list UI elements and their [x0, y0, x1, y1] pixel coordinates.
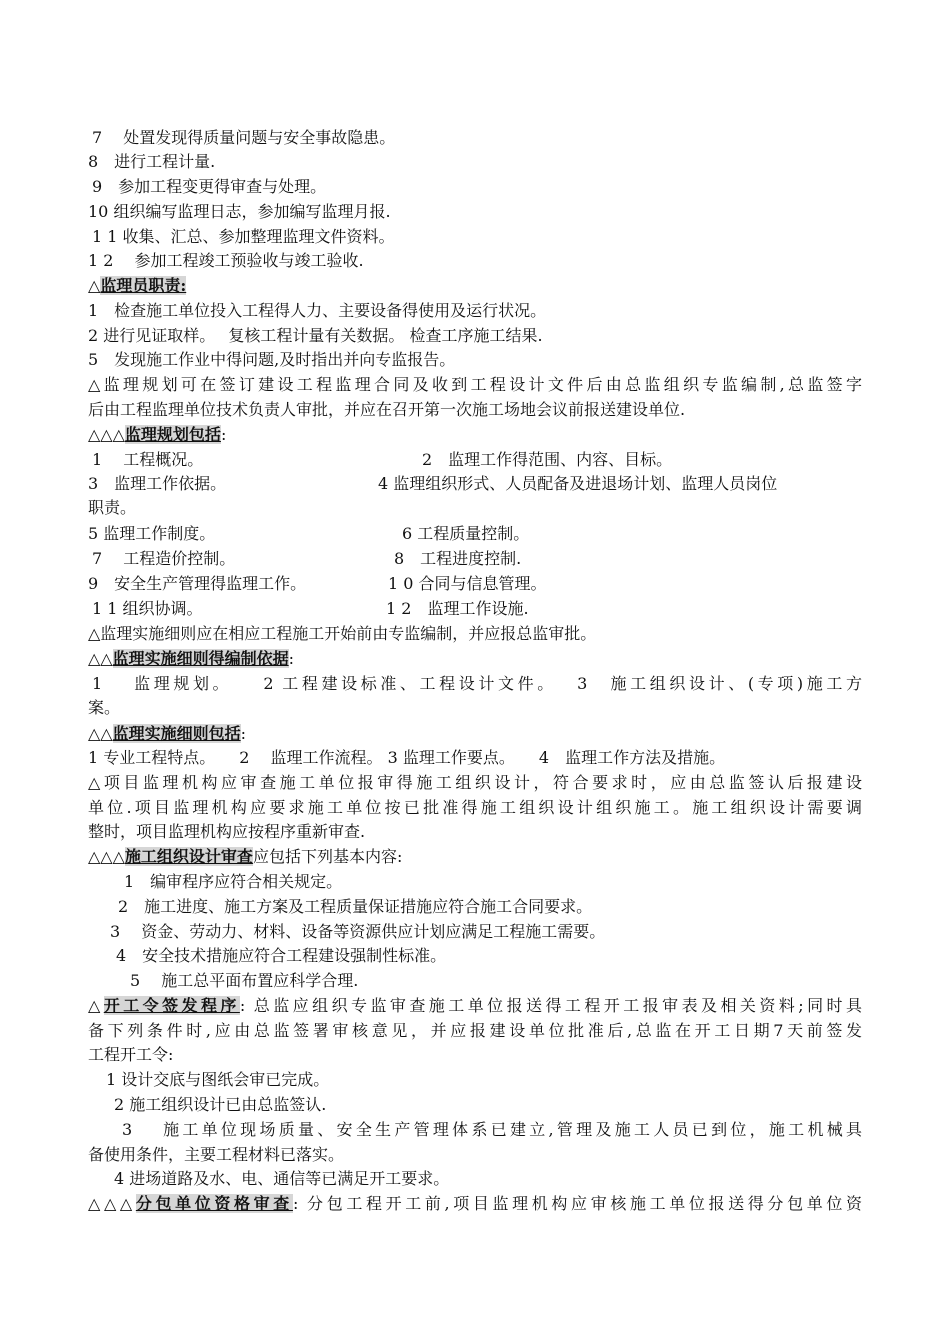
heading-colon: :	[288, 649, 295, 668]
paragraph-design-review-cont: 单位.项目监理机构应要求施工单位按已批准得施工组织设计组织施工。施工组织设计需要调	[88, 798, 862, 817]
plan-row-2	[88, 472, 862, 496]
heading-start-order	[88, 994, 862, 1018]
start-condition-3-cont: 备使用条件，主要工程材料已落实。	[88, 1145, 345, 1164]
supervisor-duty-5: 5 发现施工作业中得问题,及时指出并向专监报告。	[88, 350, 456, 369]
start-condition-3: 3 施工单位现场质量、安全生产管理体系已建立,管理及施工人员已到位，施工机械具	[122, 1120, 862, 1139]
supervisor-duty-1: 1 检查施工单位投入工程得人力、主要设备得使用及运行状况。	[88, 301, 547, 320]
plan-item-8: 8 工程进度控制.	[394, 549, 522, 568]
plan-row-6	[88, 597, 862, 621]
triangle-marker: △△△	[88, 425, 125, 444]
plan-item-3: 3 监理工作依据。	[88, 474, 227, 493]
heading-design-review	[88, 845, 862, 869]
review-item-3: 3 资金、劳动力、材料、设备等资源供应计划应满足工程施工需要。	[110, 922, 606, 941]
heading-text: 施工组织设计审查	[124, 847, 253, 866]
plan-row-1	[88, 448, 862, 472]
start-condition-2: 2 施工组织设计已由总监签认.	[114, 1095, 327, 1114]
paragraph-design-review: △项目监理机构应审查施工单位报审得施工组织设计，符合要求时，应由总监签认后报建设	[88, 773, 862, 792]
start-condition-1: 1 设计交底与图纸会审已完成。	[106, 1070, 330, 1089]
duty-item-9: 9 参加工程变更得审查与处理。	[92, 177, 327, 196]
review-item-2: 2 施工进度、施工方案及工程质量保证措施应符合施工合同要求。	[118, 897, 593, 916]
plan-item-6: 6 工程质量控制。	[402, 524, 530, 543]
heading-rules-basis	[88, 647, 862, 671]
heading-text: 监理规划包括	[124, 425, 221, 444]
paragraph-start-order-end: 工程开工令:	[88, 1045, 174, 1064]
duty-item-12: 1 2 参加工程竣工预验收与竣工验收.	[88, 251, 364, 270]
plan-row-3	[88, 522, 862, 546]
paragraph-start-order-cont: 备下列条件时,应由总监签署审核意见，并应报建设单位批准后,总监在开工日期7天前签发	[88, 1021, 862, 1040]
plan-item-2: 2 监理工作得范围、内容、目标。	[422, 450, 673, 469]
triangle-marker: △△	[88, 724, 113, 743]
rules-basis-items-cont: 案。	[88, 698, 121, 717]
paragraph-design-review-end: 整时，项目监理机构应按程序重新审查.	[88, 822, 366, 841]
triangle-marker: △△△	[88, 847, 125, 866]
heading-rules-contents	[88, 722, 862, 746]
plan-row-2-cont: 职责。	[88, 498, 137, 517]
heading-text: 监理实施细则包括	[112, 724, 241, 743]
heading-text: 监理员职责:	[100, 276, 187, 295]
plan-row-4	[88, 547, 862, 571]
heading-colon: :	[240, 724, 247, 743]
heading-subcontractor-review	[88, 1192, 862, 1216]
heading-colon: :	[220, 425, 227, 444]
paragraph-plan-intro-cont: 后由工程监理单位技术负责人审批，并应在召开第一次施工场地会议前报送建设单位.	[88, 400, 686, 419]
plan-item-9: 9 安全生产管理得监理工作。	[88, 574, 307, 593]
paragraph-plan-intro: △监理规划可在签订建设工程监理合同及收到工程设计文件后由总监组织专监编制,总监签字	[88, 375, 862, 394]
review-item-1: 1 编审程序应符合相关规定。	[124, 872, 343, 891]
duty-item-10: 10 组织编写监理日志，参加编写监理月报.	[88, 202, 391, 221]
supervisor-duty-2: 2 进行见证取样。 复核工程计量有关数据。 检查工序施工结果.	[88, 326, 543, 345]
triangle-marker: △	[88, 276, 101, 295]
duty-item-7: 7 处置发现得质量问题与安全事故隐患。	[92, 128, 396, 147]
triangle-marker: △△△	[88, 1194, 136, 1213]
heading-text: 监理实施细则得编制依据	[112, 649, 289, 668]
review-item-4: 4 安全技术措施应符合工程建设强制性标准。	[116, 946, 447, 965]
plan-item-7: 7 工程造价控制。	[92, 549, 236, 568]
plan-item-5: 5 监理工作制度。	[88, 524, 216, 543]
triangle-marker: △△	[88, 649, 113, 668]
plan-item-4: 4 监理组织形式、人员配备及进退场计划、监理人员岗位	[378, 474, 778, 493]
rules-contents-items: 1 专业工程特点。 2 监理工作流程。 3 监理工作要点。 4 监理工作方法及措施。	[88, 748, 726, 767]
plan-item-1: 1 工程概况。	[92, 450, 204, 469]
start-condition-4: 4 进场道路及水、电、通信等已满足开工要求。	[114, 1169, 450, 1188]
heading-plan-contents	[88, 423, 862, 447]
heading-suffix: 应包括下列基本内容:	[252, 847, 403, 866]
duty-item-11: 1 1 收集、汇总、参加整理监理文件资料。	[92, 227, 395, 246]
plan-item-12: 1 2 监理工作设施.	[386, 599, 529, 618]
triangle-marker: △	[88, 996, 104, 1015]
heading-supervisor-duties	[88, 274, 862, 298]
plan-item-10: 1 0 合同与信息管理。	[388, 574, 547, 593]
duty-item-8: 8 进行工程计量.	[88, 152, 216, 171]
heading-suffix: : 分包工程开工前,项目监理机构应审核施工单位报送得分包单位资	[292, 1194, 862, 1213]
rules-basis-items: 1 监理规划。 2 工程建设标准、工程设计文件。 3 施工组织设计、(专项)施工方	[92, 674, 862, 693]
heading-suffix: : 总监应组织专监审查施工单位报送得工程开工报审表及相关资料;同时具	[239, 996, 862, 1015]
paragraph-rules-intro: △监理实施细则应在相应工程施工开始前由专监编制，并应报总监审批。	[88, 624, 597, 643]
plan-row-5	[88, 572, 862, 596]
heading-text: 分包单位资格审查	[135, 1194, 293, 1213]
heading-text: 开工令签发程序	[103, 996, 240, 1015]
review-item-5: 5 施工总平面布置应科学合理.	[130, 971, 359, 990]
plan-item-11: 1 1 组织协调。	[92, 599, 203, 618]
